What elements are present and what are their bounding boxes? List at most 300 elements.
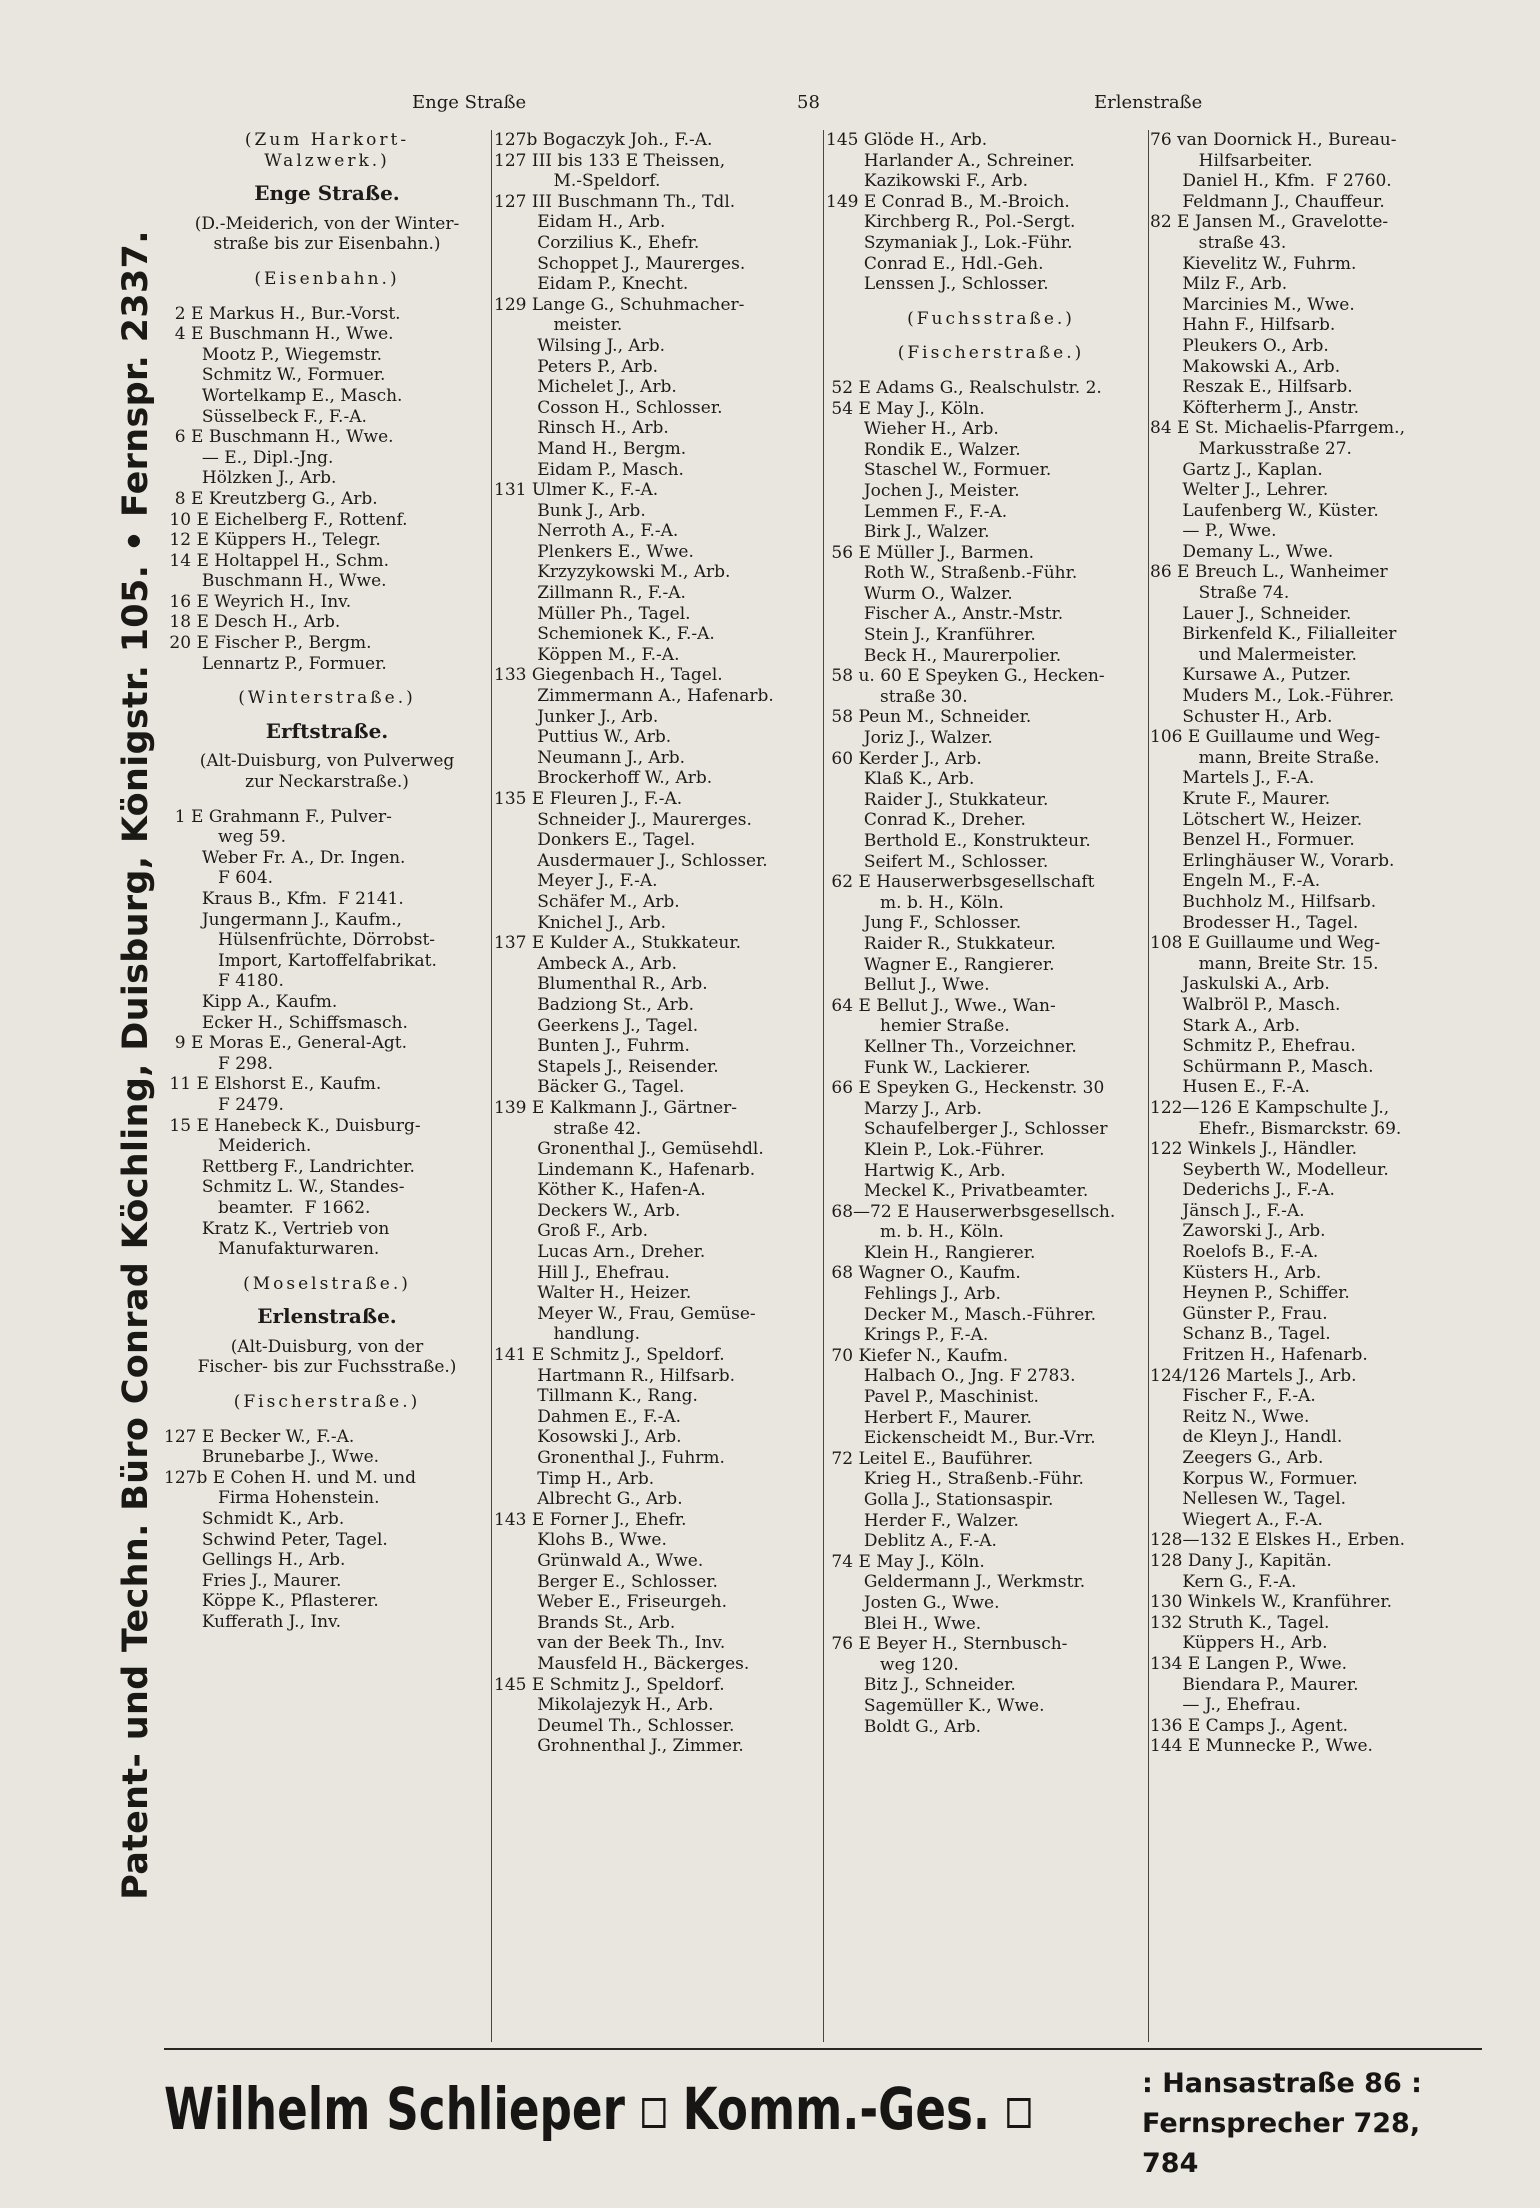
directory-entry: Cosson H., Schlosser.: [494, 397, 723, 418]
directory-entry: Lenssen J., Schlosser.: [826, 274, 1049, 295]
directory-entry: 62 E Hauserwerbsgesellschaft: [826, 872, 1095, 893]
directory-entry: 11 E Elshorst E., Kaufm.: [164, 1074, 382, 1095]
directory-entry: Hartwig K., Arb.: [826, 1160, 1006, 1181]
directory-entry: Müller Ph., Tagel.: [494, 603, 691, 624]
directory-entry: Zillmann R., F.-A.: [494, 583, 686, 604]
spacer: [164, 255, 490, 269]
directory-entry: 145 Glöde H., Arb.: [826, 130, 988, 150]
directory-entry: Makowski A., Arb.: [1150, 356, 1341, 377]
header-left-street: Enge Straße: [412, 92, 527, 113]
directory-entry: 145 E Schmitz J., Speldorf.: [494, 1674, 725, 1695]
directory-entry: 135 E Fleuren J., F.-A.: [494, 789, 683, 809]
directory-entry: 136 E Camps J., Agent.: [1150, 1715, 1349, 1736]
directory-entry: Welter J., Lehrer.: [1150, 480, 1329, 501]
directory-entry: 52 E Adams G., Realschulstr. 2.: [826, 377, 1102, 398]
directory-entry: 6 E Buschmann H., Wwe.: [164, 427, 394, 448]
directory-entry: Benzel H., Formuer.: [1150, 830, 1355, 851]
directory-entry: Birkenfeld K., Filialleiter: [1150, 624, 1397, 645]
directory-entry: Kellner Th., Vorzeichner.: [826, 1036, 1077, 1057]
directory-entry: Straße 74.: [1150, 583, 1290, 604]
directory-entry: Halbach O., Jng. F 2783.: [826, 1366, 1076, 1387]
directory-entry: Herbert F., Maurer.: [826, 1407, 1032, 1428]
directory-entry: 139 E Kalkmann J., Gärtner-: [494, 1097, 738, 1118]
directory-entry: Meyer W., Frau, Gemüse-: [494, 1303, 756, 1324]
directory-entry: 127 E Becker W., F.-A.: [164, 1426, 355, 1447]
directory-entry: Kufferath J., Inv.: [164, 1612, 342, 1632]
directory-entry: Raider R., Stukkateur.: [826, 933, 1056, 954]
directory-entry: Bäcker G., Tagel.: [494, 1077, 685, 1098]
directory-entry: (Fuchsstraße.): [907, 308, 1075, 329]
directory-entry: Wieher H., Arb.: [826, 419, 999, 440]
directory-entry: Wagner E., Rangierer.: [826, 954, 1055, 975]
directory-entry: Fischer- bis zur Fuchsstraße.): [197, 1357, 457, 1378]
directory-entry: (Zum Harkort-: [244, 130, 410, 150]
directory-entry: 16 E Weyrich H., Inv.: [164, 591, 352, 612]
spacer: [164, 793, 490, 807]
directory-entry: Buchholz M., Hilfsarb.: [1150, 891, 1377, 912]
directory-entry: Wurm O., Walzer.: [826, 583, 1013, 604]
directory-entry: Knichel J., Arb.: [494, 912, 667, 933]
directory-entry: Köppe K., Pflasterer.: [164, 1591, 379, 1612]
directory-entry: Reszak E., Hilfsarb.: [1150, 377, 1353, 398]
directory-entry: Ehefr., Bismarckstr. 69.: [1150, 1118, 1402, 1139]
directory-entry: 72 Leitel E., Bauführer.: [826, 1448, 1034, 1469]
column-3: [826, 130, 1156, 2042]
column-2: [494, 130, 822, 2042]
header-right-street: Erlenstraße: [1094, 92, 1203, 113]
directory-entry: Schuster H., Arb.: [1150, 706, 1333, 727]
square-ornament-icon: [1007, 2098, 1030, 2128]
directory-entry: Laufenberg W., Küster.: [1150, 500, 1379, 521]
directory-entry: Fehlings J., Arb.: [826, 1284, 1001, 1305]
directory-entry: 1 E Grahmann F., Pulver-: [164, 806, 392, 827]
directory-entry: Mausfeld H., Bäckerges.: [494, 1653, 750, 1674]
directory-entry: Buschmann H., Wwe.: [164, 571, 387, 592]
directory-entry: Hülsenfrüchte, Dörrobst-: [164, 930, 436, 951]
directory-entry: Krute F., Maurer.: [1150, 789, 1331, 809]
directory-entry: Brands St., Arb.: [494, 1612, 676, 1633]
directory-entry: Daniel H., Kfm. F 2760.: [1150, 171, 1392, 192]
directory-entry: Schneider J., Maurerges.: [494, 809, 752, 830]
directory-entry: Kazikowski F., Arb.: [826, 171, 1029, 192]
directory-entry: Hilfsarbeiter.: [1150, 150, 1313, 171]
directory-entry: Wiegert A., F.-A.: [1150, 1509, 1323, 1530]
directory-entry: Lucas Arn., Dreher.: [494, 1242, 706, 1263]
directory-entry: Stark A., Arb.: [1150, 1015, 1301, 1036]
directory-entry: Sagemüller K., Wwe.: [826, 1695, 1045, 1716]
footer-name-left: Wilhelm Schlieper: [164, 2075, 625, 2143]
directory-entry: (Alt-Duisburg, von der: [230, 1336, 424, 1357]
directory-entry: — P., Wwe.: [1150, 521, 1277, 542]
directory-entry: Lennartz P., Formuer.: [164, 653, 387, 674]
directory-entry: de Kleyn J., Handl.: [1150, 1427, 1343, 1448]
directory-entry: Schmitz P., Ehefrau.: [1150, 1036, 1356, 1057]
directory-entry: straße 30.: [826, 686, 968, 707]
directory-entry: Mikolajezyk H., Arb.: [494, 1695, 714, 1716]
directory-entry: Süsselbeck F., F.-A.: [164, 406, 367, 427]
directory-entry: Deblitz A., F.-A.: [826, 1531, 997, 1552]
directory-entry: Boldt G., Arb.: [826, 1716, 981, 1737]
directory-entry: weg 59.: [164, 827, 286, 848]
directory-entry: Brockerhoff W., Arb.: [494, 768, 713, 789]
page-header: [0, 92, 1540, 124]
directory-entry: Gronenthal J., Gemüsehdl.: [494, 1139, 764, 1160]
directory-entry: 128—132 E Elskes H., Erben.: [1150, 1530, 1406, 1551]
directory-entry: Albrecht G., Arb.: [494, 1489, 683, 1510]
directory-entry: Schoppet J., Maurerges.: [494, 253, 746, 274]
directory-entry: Seyberth W., Modelleur.: [1150, 1159, 1389, 1180]
directory-entry: 14 E Holtappel H., Schm.: [164, 550, 390, 571]
directory-entry: Reitz N., Wwe.: [1150, 1406, 1310, 1427]
directory-entry: Puttius W., Arb.: [494, 727, 672, 748]
directory-entry: Gronenthal J., Fuhrm.: [494, 1448, 725, 1468]
square-ornament-icon: [642, 2098, 665, 2128]
side-advertisement-text: Patent- und Techn. Büro Conrad Köchling, Duisburg, Königstr. 105. • Fernspr. 2337.: [116, 230, 156, 1900]
directory-entry: Timp H., Arb.: [494, 1468, 655, 1489]
directory-entry: 64 E Bellut J., Wwe., Wan-: [826, 995, 1056, 1016]
directory-entry: Feldmann J., Chauffeur.: [1150, 191, 1385, 212]
directory-entry: Rinsch H., Arb.: [494, 418, 669, 439]
directory-entry: Tillmann K., Rang.: [494, 1386, 698, 1407]
directory-entry: Roelofs B., F.-A.: [1150, 1242, 1319, 1263]
directory-entry: Jung F., Schlosser.: [826, 913, 1022, 934]
directory-entry: Stapels J., Reisender.: [494, 1056, 719, 1077]
directory-entry: Geldermann J., Werkmstr.: [826, 1572, 1086, 1593]
directory-entry: Erlinghäuser W., Vorarb.: [1150, 850, 1395, 871]
directory-entry: F 2479.: [164, 1094, 284, 1115]
directory-entry: Geerkens J., Tagel.: [494, 1015, 699, 1036]
spacer: [826, 364, 1156, 378]
directory-entry: 131 Ulmer K., F.-A.: [494, 480, 659, 501]
directory-entry: straße bis zur Eisenbahn.): [213, 234, 441, 255]
directory-entry: Zimmermann A., Hafenarb.: [494, 686, 774, 707]
directory-entry: Schmitz W., Formuer.: [164, 365, 386, 386]
footer-phone: Fernsprecher 728, 784: [1142, 2108, 1421, 2179]
directory-entry: Martels J., F.-A.: [1150, 768, 1315, 789]
directory-entry: Weber E., Friseurgeh.: [494, 1592, 727, 1613]
directory-entry: 129 Lange G., Schuhmacher-: [494, 294, 745, 315]
column-1: [164, 130, 490, 2042]
directory-entry: (Winterstraße.): [238, 688, 416, 709]
directory-entry: 9 E Moras E., General-Agt.: [164, 1033, 407, 1054]
directory-entry: 20 E Fischer P., Bergm.: [164, 633, 372, 654]
directory-entry: Ambeck A., Arb.: [494, 953, 677, 974]
directory-entry: Klohs B., Wwe.: [494, 1530, 667, 1551]
directory-entry: Markusstraße 27.: [1150, 438, 1352, 459]
directory-entry: Engeln M., F.-A.: [1150, 871, 1321, 892]
footer-advertisement: [164, 2058, 1482, 2179]
directory-entry: mann, Breite Str. 15.: [1150, 953, 1379, 974]
directory-entry: (Fischerstraße.): [897, 343, 1085, 364]
directory-entry: 127 III Buschmann Th., Tdl.: [494, 191, 736, 212]
page-number: 58: [797, 92, 820, 113]
directory-entry: m. b. H., Köln.: [826, 892, 1004, 913]
directory-entry: Klein H., Rangierer.: [826, 1242, 1036, 1263]
directory-entry: Plenkers E., Wwe.: [494, 541, 694, 562]
directory-entry: Küsters H., Arb.: [1150, 1262, 1322, 1283]
directory-entry: 2 E Markus H., Bur.-Vorst.: [164, 303, 401, 324]
directory-entry: Krzyzykowski M., Arb.: [494, 562, 731, 583]
directory-entry: 106 E Guillaume und Weg-: [1150, 727, 1381, 748]
directory-entry: Mootz P., Wiegemstr.: [164, 344, 383, 365]
directory-entry: Demany L., Wwe.: [1150, 541, 1334, 562]
directory-entry: 76 E Beyer H., Sternbusch-: [826, 1634, 1068, 1655]
directory-entry: Neumann J., Arb.: [494, 747, 686, 768]
directory-entry: Milz F., Arb.: [1150, 274, 1288, 295]
street-heading: Enge Straße.: [254, 183, 400, 204]
directory-entry: Bellut J., Wwe.: [826, 975, 990, 996]
directory-entry: 130 Winkels W., Kranführer.: [1150, 1592, 1393, 1613]
directory-entry: Schwind Peter, Tagel.: [164, 1529, 388, 1550]
directory-entry: 122 Winkels J., Händler.: [1150, 1139, 1357, 1160]
directory-entry: Muders M., Lok.-Führer.: [1150, 686, 1395, 707]
directory-entry: Hahn F., Hilfsarb.: [1150, 315, 1336, 336]
directory-entry: 143 E Forner J., Ehefr.: [494, 1509, 687, 1530]
directory-entry: Wortelkamp E., Masch.: [164, 385, 403, 406]
directory-entry: Lauer J., Schneider.: [1150, 603, 1352, 624]
spacer: [164, 1413, 490, 1427]
directory-entry: Lindemann K., Hafenarb.: [494, 1159, 756, 1180]
street-heading: Erftstraße.: [265, 720, 389, 742]
directory-entry: 127b Bogaczyk Joh., F.-A.: [494, 130, 713, 150]
directory-entry: 144 E Munnecke P., Wwe.: [1150, 1736, 1373, 1757]
directory-entry: beamter. F 1662.: [164, 1197, 371, 1218]
footer-name-right: Komm.-Ges.: [682, 2075, 991, 2143]
directory-entry: Schemionek K., F.-A.: [494, 624, 715, 645]
directory-entry: Schaufelberger J., Schlosser: [826, 1119, 1108, 1140]
directory-entry: Schanz B., Tagel.: [1150, 1324, 1331, 1345]
spacer: [164, 674, 490, 688]
directory-entry: Fritzen H., Hafenarb.: [1150, 1345, 1368, 1366]
directory-entry: Eidam P., Knecht.: [494, 274, 689, 295]
directory-entry: Berger E., Schlosser.: [494, 1571, 718, 1592]
directory-entry: Harlander A., Schreiner.: [826, 150, 1075, 171]
footer-address: : Hansastraße 86 :: [1142, 2068, 1422, 2099]
directory-entry: 8 E Kreutzberg G., Arb.: [164, 488, 378, 509]
directory-entry: Eickenscheidt M., Bur.-Vrr.: [826, 1428, 1096, 1449]
directory-entry: Klein P., Lok.-Führer.: [826, 1139, 1045, 1160]
directory-entry: Köppen M., F.-A.: [494, 644, 680, 665]
directory-entry: Lötschert W., Heizer.: [1150, 809, 1363, 830]
directory-entry: Jänsch J., F.-A.: [1150, 1200, 1305, 1221]
directory-entry: Hölzken J., Arb.: [164, 468, 337, 489]
directory-entry: Szymaniak J., Lok.-Führ.: [826, 232, 1073, 253]
directory-entry: Josten G., Wwe.: [826, 1592, 1000, 1613]
directory-entry: Stein J., Kranführer.: [826, 625, 1036, 646]
directory-entry: Deckers W., Arb.: [494, 1200, 681, 1221]
directory-entry: Corzilius K., Ehefr.: [494, 232, 700, 253]
spacer: [164, 1378, 490, 1392]
directory-entry: Heynen P., Schiffer.: [1150, 1283, 1350, 1304]
directory-entry: Beck H., Maurerpolier.: [826, 645, 1062, 666]
directory-entry: Marcinies M., Wwe.: [1150, 294, 1355, 315]
directory-entry: Klaß K., Arb.: [826, 769, 975, 790]
directory-entry: Kirchberg R., Pol.-Sergt.: [826, 212, 1076, 233]
directory-entry: Krieg H., Straßenb.-Führ.: [826, 1469, 1084, 1490]
directory-entry: Hartmann R., Hilfsarb.: [494, 1365, 735, 1386]
directory-entry: (Fischerstraße.): [233, 1392, 421, 1413]
directory-entry: Küppers H., Arb.: [1150, 1633, 1328, 1654]
directory-entry: Fischer A., Anstr.-Mstr.: [826, 604, 1064, 625]
directory-entry: F 4180.: [164, 971, 284, 992]
directory-entry: 56 E Müller J., Barmen.: [826, 542, 1035, 563]
directory-entry: Conrad E., Hdl.-Geh.: [826, 253, 1044, 274]
column-divider: [1148, 130, 1149, 2042]
directory-entry: Walter H., Heizer.: [494, 1283, 692, 1304]
directory-entry: Herder F., Walzer.: [826, 1510, 1019, 1531]
directory-entry: Raider J., Stukkateur.: [826, 789, 1049, 810]
directory-entry: Jochen J., Meister.: [826, 480, 1020, 501]
directory-entry: Kipp A., Kaufm.: [164, 991, 338, 1012]
directory-entry: 74 E May J., Köln.: [826, 1551, 985, 1572]
directory-entry: 68 Wagner O., Kaufm.: [826, 1263, 1021, 1284]
directory-entry: Brunebarbe J., Wwe.: [164, 1447, 380, 1468]
directory-entry: 124/126 Martels J., Arb.: [1150, 1365, 1357, 1386]
directory-entry: Decker M., Masch.-Führer.: [826, 1304, 1096, 1325]
directory-entry: Birk J., Walzer.: [826, 522, 990, 543]
directory-entry: Günster P., Frau.: [1150, 1303, 1328, 1324]
directory-entry: Kern G., F.-A.: [1150, 1571, 1297, 1592]
directory-entry: 86 E Breuch L., Wanheimer: [1150, 562, 1388, 583]
directory-entry: 54 E May J., Köln.: [826, 398, 985, 419]
directory-entry: Biendara P., Maurer.: [1150, 1674, 1359, 1695]
directory-entry: Walbröl P., Masch.: [1150, 994, 1341, 1015]
directory-entry: 128 Dany J., Kapitän.: [1150, 1550, 1332, 1571]
directory-entry: van der Beek Th., Inv.: [494, 1633, 726, 1654]
directory-entry: 68—72 E Hauserwerbsgesellsch.: [826, 1201, 1116, 1222]
directory-entry: 15 E Hanebeck K., Duisburg-: [164, 1115, 421, 1136]
directory-entry: Eidam H., Arb.: [494, 212, 666, 233]
directory-entry: Rettberg F., Landrichter.: [164, 1156, 415, 1177]
directory-entry: Weber Fr. A., Dr. Ingen.: [164, 847, 406, 868]
directory-entry: 84 E St. Michaelis-Pfarrgem.,: [1150, 418, 1405, 439]
directory-entry: 58 u. 60 E Speyken G., Hecken-: [826, 666, 1105, 687]
spacer: [164, 290, 490, 304]
directory-entry: Kursawe A., Putzer.: [1150, 665, 1352, 686]
directory-entry: Roth W., Straßenb.-Führ.: [826, 563, 1078, 584]
directory-entry: Blei H., Wwe.: [826, 1613, 982, 1634]
directory-entry: 122—126 E Kampschulte J.,: [1150, 1097, 1390, 1118]
directory-entry: (Eisenbahn.): [254, 268, 400, 289]
directory-entry: Zaworski J., Arb.: [1150, 1221, 1326, 1242]
directory-entry: Lemmen F., F.-A.: [826, 501, 1008, 522]
directory-entry: Meyer J., F.-A.: [494, 871, 658, 892]
directory-entry: 4 E Buschmann H., Wwe.: [164, 324, 394, 345]
directory-entry: Grünwald A., Wwe.: [494, 1550, 704, 1571]
directory-entry: 108 E Guillaume und Weg-: [1150, 933, 1381, 954]
directory-entry: Grohnenthal J., Zimmer.: [494, 1736, 744, 1757]
spacer: [826, 295, 1156, 309]
street-heading: Erlenstraße.: [257, 1306, 397, 1327]
directory-entry: weg 120.: [826, 1654, 959, 1675]
footer-company-name: [164, 2075, 1048, 2143]
directory-entry: Meckel K., Privatbeamter.: [826, 1181, 1089, 1202]
directory-entry: Korpus W., Formuer.: [1150, 1468, 1358, 1489]
directory-entry: Fries J., Maurer.: [164, 1570, 342, 1591]
directory-entry: Eidam P., Masch.: [494, 459, 684, 480]
directory-entry: Walzwerk.): [264, 150, 390, 171]
directory-entry: mann, Breite Straße.: [1150, 747, 1380, 768]
directory-entry: Pleukers O., Arb.: [1150, 335, 1329, 356]
directory-entry: Firma Hohenstein.: [164, 1488, 380, 1509]
directory-entry: Ausdermauer J., Schlosser.: [494, 850, 768, 871]
directory-entry: Kosowski J., Arb.: [494, 1427, 682, 1448]
directory-entry: Jaskulski A., Arb.: [1150, 974, 1330, 995]
side-advertisement: [112, 80, 160, 2050]
directory-entry: Kraus B., Kfm. F 2141.: [164, 889, 404, 909]
column-4: [1150, 130, 1480, 2042]
spacer: [164, 1260, 490, 1274]
directory-entry: Schäfer M., Arb.: [494, 891, 680, 912]
directory-entry: 10 E Eichelberg F., Rottenf.: [164, 509, 408, 530]
directory-entry: — J., Ehefrau.: [1150, 1695, 1301, 1716]
column-divider: [491, 130, 492, 2042]
directory-entry: Marzy J., Arb.: [826, 1098, 982, 1119]
directory-entry: Fischer F., F.-A.: [1150, 1386, 1316, 1407]
directory-entry: Gartz J., Kaplan.: [1150, 459, 1323, 480]
directory-entry: 137 E Kulder A., Stukkateur.: [494, 933, 742, 954]
directory-entry: Peters P., Arb.: [494, 356, 659, 377]
directory-entry: Meiderich.: [164, 1136, 312, 1157]
directory-entry: Michelet J., Arb.: [494, 377, 677, 398]
directory-entry: 70 Kiefer N., Kaufm.: [826, 1345, 1009, 1366]
directory-entry: 82 E Jansen M., Gravelotte-: [1150, 212, 1389, 233]
directory-entry: 66 E Speyken G., Heckenstr. 30: [826, 1078, 1105, 1099]
directory-entry: (Moselstraße.): [243, 1273, 411, 1294]
directory-entry: Donkers E., Tagel.: [494, 830, 696, 851]
directory-entry: Conrad K., Dreher.: [826, 810, 1026, 831]
directory-entry: 141 E Schmitz J., Speldorf.: [494, 1345, 725, 1366]
directory-entry: 127 III bis 133 E Theissen,: [494, 150, 726, 171]
footer-contact: [1142, 2064, 1482, 2184]
directory-entry: straße 42.: [494, 1118, 642, 1139]
directory-entry: Gellings H., Arb.: [164, 1550, 346, 1571]
directory-entry: Berthold E., Konstrukteur.: [826, 831, 1091, 851]
directory-entry: Schürmann P., Masch.: [1150, 1056, 1374, 1077]
footer-divider: [164, 2048, 1482, 2050]
directory-entry: Golla J., Stationsaspir.: [826, 1490, 1054, 1510]
directory-entry: 12 E Küppers H., Telegr.: [164, 530, 381, 551]
directory-entry: — E., Dipl.-Jng.: [164, 447, 334, 468]
directory-entry: (D.-Meiderich, von der Winter-: [194, 213, 460, 234]
directory-entry: Pavel P., Maschinist.: [826, 1387, 1039, 1408]
directory-entry: Import, Kartoffelfabrikat.: [164, 950, 437, 971]
directory-entry: und Malermeister.: [1150, 644, 1357, 665]
directory-entry: hemier Straße.: [826, 1016, 1010, 1037]
directory-entry: 127b E Cohen H. und M. und: [164, 1467, 416, 1488]
directory-entry: Schmidt K., Arb.: [164, 1509, 345, 1530]
directory-entry: Schmitz L. W., Standes-: [164, 1177, 405, 1198]
directory-entry: Husen E., F.-A.: [1150, 1077, 1310, 1098]
directory-entry: Dahmen E., F.-A.: [494, 1406, 682, 1427]
directory-entry: 149 E Conrad B., M.-Broich.: [826, 191, 1070, 212]
directory-entry: Ecker H., Schiffsmasch.: [164, 1012, 408, 1033]
directory-entry: 60 Kerder J., Arb.: [826, 748, 982, 769]
directory-entry: F 604.: [164, 868, 274, 889]
directory-entry: 76 van Doornick H., Bureau-: [1150, 130, 1397, 150]
directory-entry: Krings P., F.-A.: [826, 1325, 989, 1346]
directory-entry: Kievelitz W., Fuhrm.: [1150, 253, 1357, 274]
directory-entry: Junker J., Arb.: [494, 706, 659, 727]
directory-entry: 134 E Langen P., Wwe.: [1150, 1653, 1348, 1674]
directory-entry: 18 E Desch H., Arb.: [164, 612, 341, 633]
spacer: [826, 329, 1156, 343]
directory-entry: 58 Peun M., Schneider.: [826, 707, 1032, 728]
directory-entry: Staschel W., Formuer.: [826, 460, 1052, 481]
directory-entry: Blumenthal R., Arb.: [494, 974, 708, 995]
directory-entry: zur Neckarstraße.): [245, 772, 409, 793]
directory-entry: Joriz J., Walzer.: [826, 728, 993, 749]
